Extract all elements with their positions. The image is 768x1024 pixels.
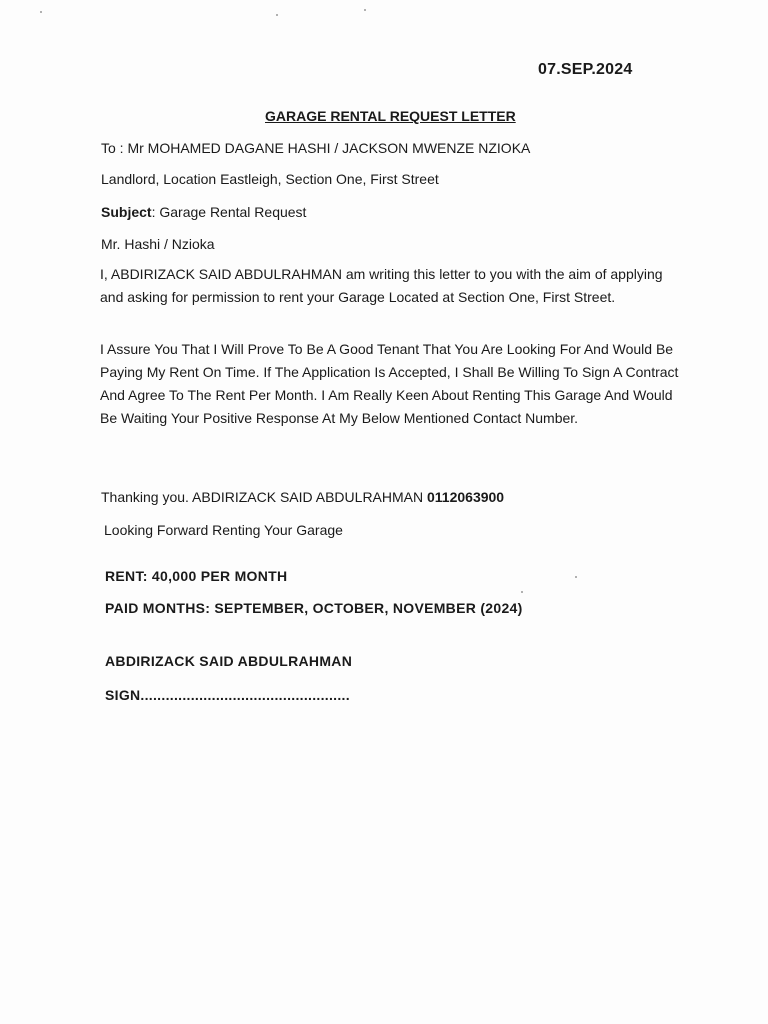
assurance-paragraph: I Assure You That I Will Prove To Be A Good Tenant That You Are Looking For And Would Be Paying My Rent On Time. If The Application Is Accepted, I Shall Be Willing To Sign A Contract And Agree To The Rent Per Month. I Am Really Keen About Renting This Garage And Would Be Waiting Your Positive Response At My Below Mentioned Contact Number. — [100, 341, 679, 426]
scan-speck — [364, 9, 366, 11]
recipient-line: To : Mr MOHAMED DAGANE HASHI / JACKSON MWENZE NZIOKA — [101, 140, 531, 156]
subject-label: Subject — [101, 204, 152, 220]
letter-title: GARAGE RENTAL REQUEST LETTER — [265, 108, 516, 124]
closing-line: Looking Forward Renting Your Garage — [104, 522, 343, 538]
scan-speck — [40, 11, 42, 13]
signature-line: SIGN.................................................. — [105, 687, 350, 703]
scan-speck — [575, 576, 577, 578]
signer-name: ABDIRIZACK SAID ABDULRAHMAN — [105, 653, 353, 669]
subject-line — [101, 204, 306, 220]
rent-line: RENT: 40,000 PER MONTH — [105, 568, 288, 584]
paid-months-line: PAID MONTHS: SEPTEMBER, OCTOBER, NOVEMBER (2024) — [105, 600, 523, 616]
subject-value: : Garage Rental Request — [151, 204, 307, 220]
scan-speck — [521, 591, 523, 593]
landlord-line: Landlord, Location Eastleigh, Section One, First Street — [101, 171, 439, 187]
salutation: Mr. Hashi / Nzioka — [101, 236, 215, 252]
letter-date: 07.SEP.2024 — [538, 61, 633, 78]
thanks-text: Thanking you. ABDIRIZACK SAID ABDULRAHMAN — [101, 489, 427, 505]
scan-speck — [276, 14, 278, 16]
contact-phone: 0112063900 — [427, 489, 505, 505]
thanks-line — [101, 489, 504, 505]
intro-paragraph: I, ABDIRIZACK SAID ABDULRAHMAN am writing this letter to you with the aim of applying and asking for permission to rent your Garage Located at Section One, First Street. — [100, 266, 663, 305]
